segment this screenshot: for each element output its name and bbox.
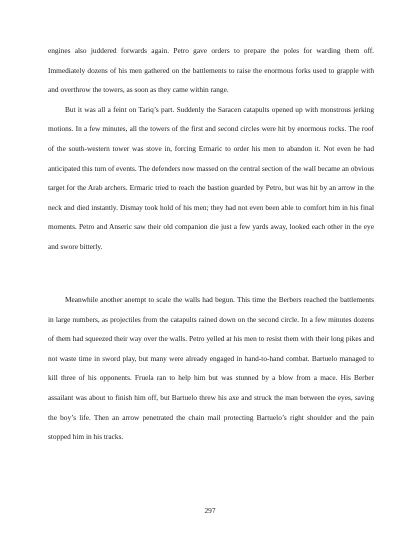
text-block-upper: [48, 41, 374, 257]
paragraph-scale-walls: Meanwhile another anempt to scale the walls had begun. This time the Berbers reached the battlements in large numbers, as projectiles from the catapults rained down on the second circle. In a few minutes dozens of them had squeezed their way over the walls. Petro yelled at his men to resist them with their long pikes and not waste time in sword play, but many were already engaged in hand-to-hand combat. Bartuelo managed to kill three of his opponents. Fruela ran to help him but was stunned by a blow from a mace. His Berber assailant was about to finish him off, but Bartuelo threw his axe and struck the man between the eyes, saving the boy’s life. Then an arrow penetrated the chain mail protecting Bartuelo’s right shoulder and the pain stopped him in his tracks.: [48, 295, 374, 442]
paragraph-feint: But it was all a feint on Tariq’s part. Suddenly the Saracen catapults opened up with monstrous jerking motions. In a few minutes, all the towers of the first and second circles were hit by enormous rocks. The roof of the south-western tower was stove in, forcing Ermaric to order his men to abandon it. Not even he had anticipated this turn of events. The defenders now massed on the central section of the wall became an obvious target for the Arab archers. Ermaric tried to reach the bastion guarded by Petro, but was hit by an arrow in the neck and died instantly. Dismay took hold of his men; they had not even been able to comfort him in his final moments. Petro and Anseric saw their old companion die just a few yards away, looked each other in the eye and swore bitterly.: [48, 104, 374, 251]
paragraph-continuation: engines also juddered forwards again. Petro gave orders to prepare the poles for warding them off. Immediately dozens of his men gathered on the battlements to raise the enormous forks used to grapple with and overthrow the towers, as soon as they came within range.: [48, 46, 374, 95]
page-number: 297: [204, 506, 216, 515]
text-block-lower: [48, 290, 374, 447]
